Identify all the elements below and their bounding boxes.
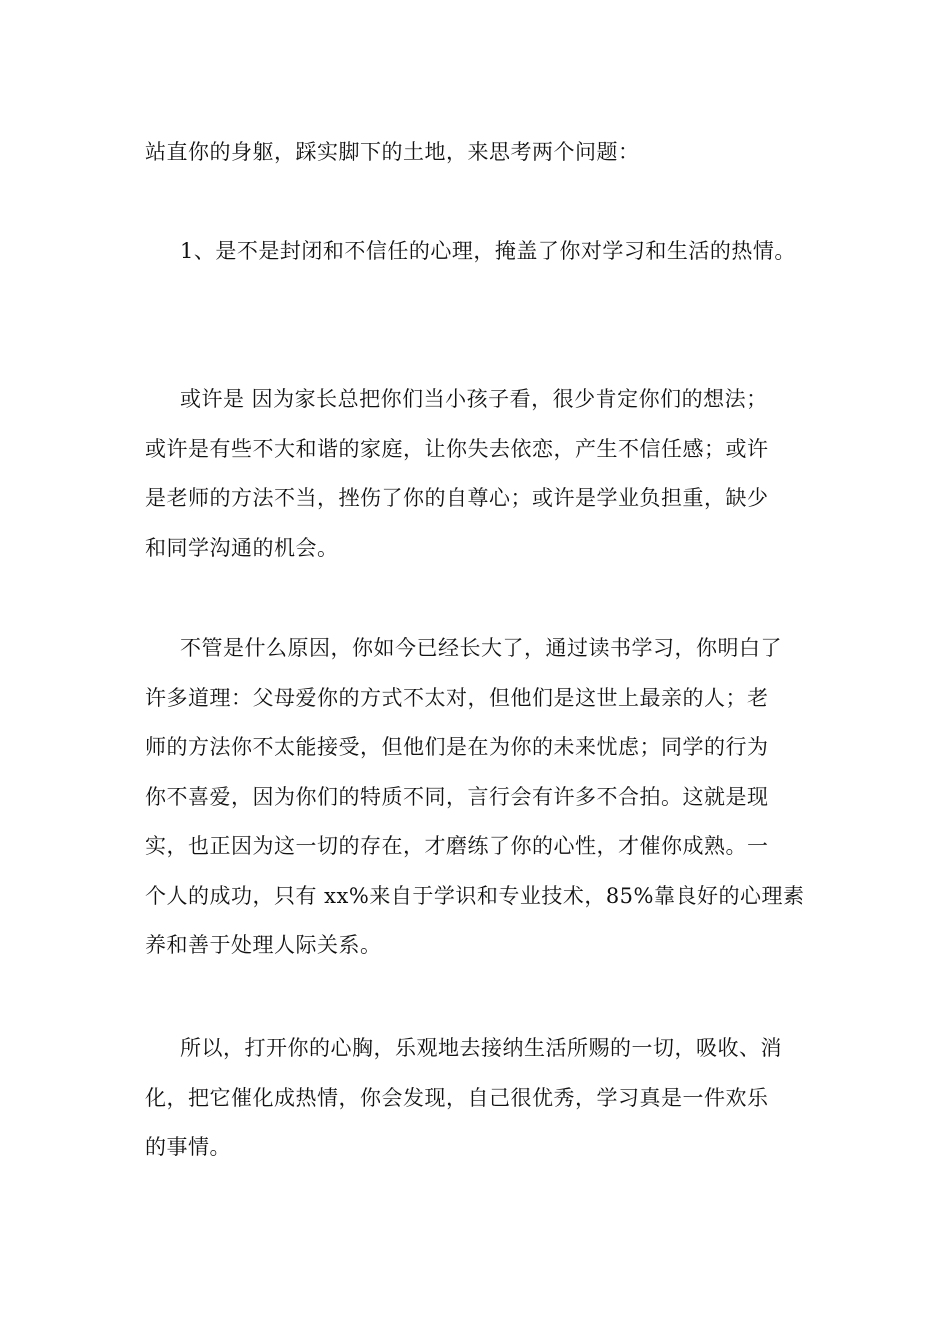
paragraph-line: 1、是不是封闭和不信任的心理，掩盖了你对学习和生活的热情。 bbox=[180, 239, 796, 263]
paragraph-line: 或许是有些不大和谐的家庭，让你失去依恋，产生不信任感；或许 bbox=[145, 436, 769, 461]
paragraph-line: 个人的成功，只有 xx%来自于学识和专业技术，85%靠良好的心理素 bbox=[145, 883, 805, 908]
paragraph-line: 你不喜爱，因为你们的特质不同，言行会有许多不合拍。这就是现 bbox=[145, 784, 769, 809]
paragraph-line: 养和善于处理人际关系。 bbox=[145, 933, 382, 957]
paragraph-line: 和同学沟通的机会。 bbox=[145, 535, 339, 560]
paragraph-line: 的事情。 bbox=[145, 1135, 231, 1159]
paragraph-line: 是老师的方法不当，挫伤了你的自尊心；或许是学业负担重，缺少 bbox=[145, 486, 769, 510]
paragraph-line: 许多道理：父母爱你的方式不太对，但他们是这世上最亲的人；老 bbox=[145, 685, 769, 710]
paragraph-reasons bbox=[145, 375, 825, 573]
paragraph-line: 实，也正因为这一切的存在，才磨练了你的心性，才催你成熟。一 bbox=[145, 834, 769, 858]
paragraph-question-1 bbox=[145, 227, 825, 277]
paragraph-intro bbox=[145, 128, 825, 178]
paragraph-line: 或许是 因为家长总把你们当小孩子看，很少肯定你们的想法； bbox=[180, 387, 768, 411]
paragraph-line: 不管是什么原因，你如今已经长大了，通过读书学习，你明白了 bbox=[180, 636, 782, 660]
paragraph-line: 化，把它催化成热情，你会发现，自己很优秀，学习真是一件欢乐 bbox=[145, 1085, 769, 1110]
paragraph-conclusion bbox=[145, 1024, 825, 1173]
paragraph-line: 所以，打开你的心胸，乐观地去接纳生活所赐的一切，吸收、消 bbox=[180, 1036, 782, 1060]
paragraph-line: 站直你的身躯，踩实脚下的土地，来思考两个问题： bbox=[145, 140, 640, 164]
paragraph-growth bbox=[145, 624, 825, 971]
paragraph-line: 师的方法你不太能接受，但他们是在为你的未来忧虑；同学的行为 bbox=[145, 735, 769, 759]
